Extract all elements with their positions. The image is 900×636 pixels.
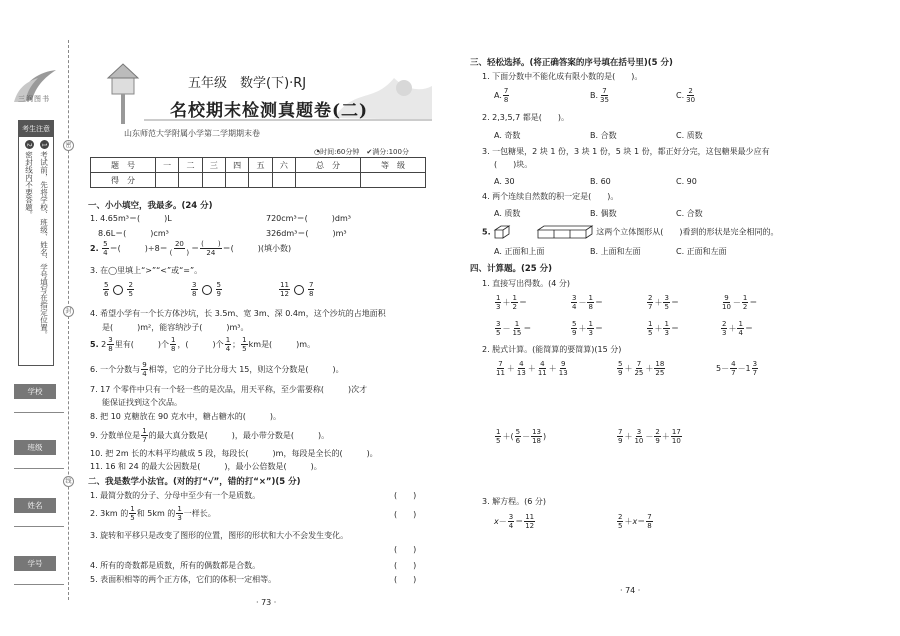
page-number: · 74 · [620, 586, 641, 595]
notice-item: 1考试前，先将学校、班级、姓名、学号填写在指定位置。 [39, 140, 49, 359]
option[interactable]: C. 90 [676, 177, 697, 186]
publisher-name: 三润图书 [18, 95, 50, 103]
question: 1. 直接写出得数。(4 分) [482, 279, 571, 288]
clock-icon: ◔ [314, 148, 321, 156]
compare-row: $\frac{5}{6}$ $\frac{2}{5}$ $\frac{3}{8}$ $\frac{5}{9}$ $\frac{11}{12}$ $\frac{7}{8}$ [104, 281, 314, 298]
math-expression: $\frac{3}{4}$ － $\frac{1}{8}$ ＝ [572, 294, 603, 311]
math-expression: $\frac{5}{9}$ ＋ $\frac{7}{25}$ ＋ $\frac{18}{25}$ [618, 360, 665, 377]
question: 2. 脱式计算。(能简算的要简算)(15 分) [482, 345, 622, 354]
notice-title: 考生注意 [19, 121, 53, 137]
equation: $\frac{2}{5}$ ＋x＝ $\frac{7}{8}$ [618, 513, 652, 530]
judge-answer-box[interactable]: ( ) [394, 510, 417, 519]
school-field[interactable]: 学校 [14, 384, 66, 413]
judge-answer-box[interactable]: ( ) [394, 561, 417, 570]
question: 5. 这两个立体图形从( )看到的形状是完全相同的。 [482, 224, 779, 240]
cube-figure-icon [493, 224, 533, 240]
question: 1. 4.65m³＝( )L [90, 214, 172, 223]
question: 8.6L＝( )cm³ [98, 229, 169, 238]
check-icon: ✔ [366, 148, 373, 156]
question: 1. 最简分数的分子、分母中至少有一个是质数。 [90, 491, 261, 500]
math-expression: 5－ $\frac{4}{7}$ －1 $\frac{3}{7}$ [716, 360, 758, 377]
question: 3. 解方程。(6 分) [482, 497, 547, 506]
question: 4. 所有的奇数都是质数，所有的偶数都是合数。 [90, 561, 261, 570]
question: 1. 下面分数中不能化成有限小数的是( )。 [482, 72, 643, 81]
judge-answer-box[interactable]: ( ) [394, 491, 417, 500]
exam-time-score: ◔时间:60分钟 ✔满分:100分 [314, 148, 409, 156]
question: 8. 把 10 克糖放在 90 克水中，糖占糖水的( )。 [90, 412, 281, 421]
page-number: · 73 · [256, 598, 277, 607]
cuboid-figure-icon [536, 224, 594, 240]
question: 5. 2 $\frac{3}{8}$ 里有( )个 $\frac{1}{8}$ ，( )个 $\frac{1}{4}$ ； $\frac{1}{5}$ km是( )m。 [90, 336, 316, 353]
question: 4. 希望小学有一个长方体沙坑，长 3.5m、宽 3m、深 0.4m，这个沙坑的占地面积 [90, 309, 386, 318]
question: 3. 一包糖果，2 块 1 份，3 块 1 份，5 块 1 份，都正好分完，这包糖果最少应有 [482, 147, 770, 156]
seal-mark: 密 [63, 140, 74, 151]
math-expression: $\frac{1}{5}$ ＋( $\frac{5}{6}$ － $\frac{13}{18}$ ) [496, 428, 547, 445]
math-expression: $\frac{3}{5}$ － $\frac{1}{15}$ ＝ [496, 320, 532, 337]
math-expression: $\frac{2}{7}$ ＋ $\frac{3}{5}$ ＝ [648, 294, 679, 311]
math-expression: $\frac{2}{3}$ ＋ $\frac{1}{4}$ ＝ [722, 320, 753, 337]
question: 2. $\frac{5}{4}$ ＝( )÷8＝ 20 ( ) ＝ ( ) 24 ＝( )(填小数) [90, 240, 292, 257]
question: 3. 旋转和平移只是改变了图形的位置，图形的形状和大小不会发生变化。 [90, 531, 349, 540]
judge-answer-box[interactable]: ( ) [394, 545, 417, 554]
option[interactable]: B. $\frac{7}{35}$ [590, 87, 609, 104]
binding-margin [0, 0, 72, 636]
question: 10. 把 2m 长的木料平均截成 5 段，每段长( )m，每段是全长的( )。 [90, 449, 378, 458]
option[interactable]: B. 偶数 [590, 209, 617, 218]
question: 2. 3km 的 $\frac{1}{5}$ 和 5km 的 $\frac{1}{3}$ 一样长。 [90, 505, 216, 522]
question: 3. 在◯里填上“>”“<”或“=”。 [90, 266, 203, 275]
exam-title: 名校期末检测真题卷(二) [170, 101, 369, 121]
student-id-field[interactable]: 学号 [14, 556, 66, 585]
section-4-title: 四、计算题。(25 分) [470, 264, 553, 274]
option[interactable]: B. 合数 [590, 131, 617, 140]
table-row: 得 分 [91, 173, 426, 188]
question: 能保证找到这个次品。 [102, 398, 182, 407]
question: 是( )m²，能容纳沙子( )m³。 [102, 323, 249, 332]
question: 2. 2,3,5,7 都是( )。 [482, 113, 569, 122]
math-expression: $\frac{1}{3}$ ＋ $\frac{1}{2}$ ＝ [496, 294, 527, 311]
math-expression: $\frac{7}{11}$ ＋ $\frac{4}{13}$ ＋ $\frac{4}{11}$ ＋ $\frac{9}{13}$ [496, 360, 568, 377]
math-expression: $\frac{7}{9}$ ＋ $\frac{3}{10}$ － $\frac{2}{9}$ ＋ $\frac{17}{10}$ [618, 428, 681, 445]
score-table [90, 157, 426, 188]
section-3-title: 三、轻松选择。(将正确答案的序号填在括号里)(5 分) [470, 58, 673, 68]
section-2-title: 二、我是数学小法官。(对的打“√”，错的打“×”)(5 分) [88, 477, 301, 487]
option[interactable]: A. 30 [494, 177, 515, 186]
seal-mark: 线 [63, 476, 74, 487]
page-74 [470, 50, 870, 620]
exam-source: 山东师范大学附属小学第二学期期末卷 [124, 129, 260, 138]
equation: x－ $\frac{3}{4}$ ＝ $\frac{11}{12}$ [494, 513, 535, 530]
option[interactable]: A. 正面和上面 [494, 247, 545, 256]
seal-dashed-line [68, 40, 69, 600]
name-field[interactable]: 姓名 [14, 498, 66, 527]
table-row: 题 号 一 二 三 四 五 六 总 分 等 级 [91, 158, 426, 173]
notice-item: 2密封线内不要答题。 [24, 140, 34, 359]
question: 720cm³＝( )dm³ [266, 214, 351, 223]
question: 11. 16 和 24 的最大公因数是( )，最小公倍数是( )。 [90, 462, 322, 471]
page-73 [88, 50, 448, 620]
seal-mark: 封 [63, 306, 74, 317]
option[interactable]: A. 奇数 [494, 131, 521, 140]
option[interactable]: A. 质数 [494, 209, 521, 218]
math-expression: $\frac{9}{10}$ － $\frac{1}{2}$ ＝ [722, 294, 758, 311]
question: 9. 分数单位是 $\frac{1}{7}$ 的最大真分数是( )，最小带分数是( )。 [90, 427, 330, 444]
math-expression: $\frac{5}{9}$ ＋ $\frac{1}{3}$ ＝ [572, 320, 603, 337]
option[interactable]: C. 合数 [676, 209, 703, 218]
question: 4. 两个连续自然数的积一定是( )。 [482, 192, 619, 201]
class-field[interactable]: 班级 [14, 440, 66, 469]
question: 6. 一个分数与 $\frac{9}{4}$ 相等，它的分子比分母大 15，则这个分数是( )。 [90, 361, 344, 378]
question: 7. 17 个零件中只有一个轻一些的是次品，用天平称，至少需要称( )次才 [90, 385, 368, 394]
candidate-notice [18, 120, 54, 366]
question: 5. 表面积相等的两个正方体，它们的体积一定相等。 [90, 575, 277, 584]
option[interactable]: C. $\frac{2}{30}$ [676, 87, 696, 104]
section-1-title: 一、小小填空，我最多。(24 分) [88, 201, 213, 211]
question: ( )块。 [494, 160, 533, 169]
judge-answer-box[interactable]: ( ) [394, 575, 417, 584]
option[interactable]: B. 上面和左面 [590, 247, 641, 256]
math-expression: $\frac{1}{5}$ ＋ $\frac{1}{3}$ ＝ [648, 320, 679, 337]
option[interactable]: A. $\frac{7}{8}$ [494, 87, 509, 104]
option[interactable]: C. 质数 [676, 131, 703, 140]
option[interactable]: B. 60 [590, 177, 611, 186]
question: 326dm³＝( )m³ [266, 229, 347, 238]
grade-subject: 五年级 数学(下)·RJ [188, 76, 307, 91]
option[interactable]: C. 正面和左面 [676, 247, 727, 256]
